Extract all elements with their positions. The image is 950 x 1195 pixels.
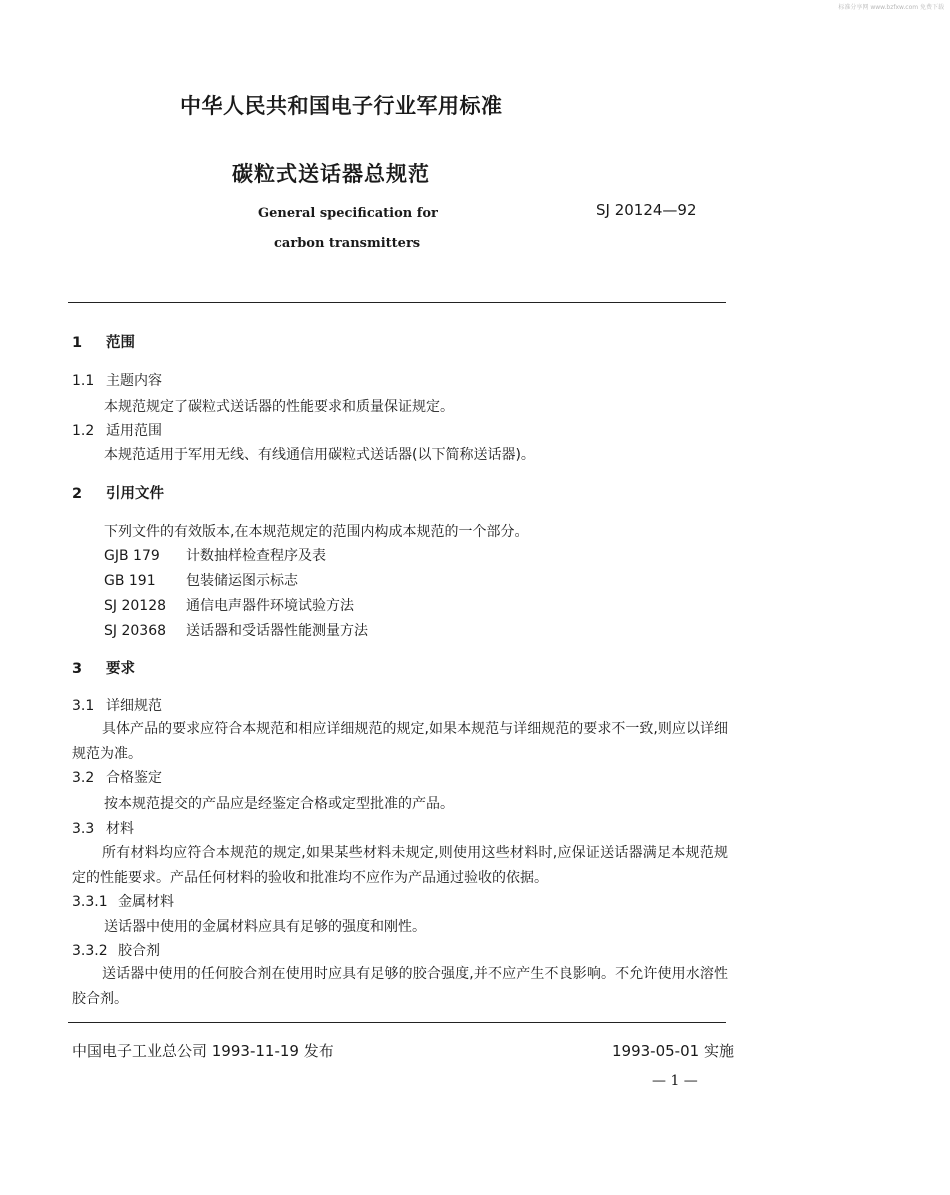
reference-code: SJ 20368 bbox=[104, 623, 167, 639]
section-number: 3.2 bbox=[72, 770, 95, 786]
section-3-3-2-text: 送话器中使用的任何胶合剂在使用时应具有足够的胶合强度,并不应产生不良影响。不允许使用水溶性胶合剂。 bbox=[72, 966, 728, 1007]
standard-code: SJ 20124—92 bbox=[596, 201, 697, 219]
section-number: 3 bbox=[72, 661, 83, 677]
section-3-1-heading bbox=[72, 695, 162, 715]
reference-title: 送话器和受话器性能测量方法 bbox=[186, 623, 368, 639]
issue-info: 中国电子工业总公司 1993-11-19 发布 bbox=[72, 1042, 334, 1060]
section-title: 金属材料 bbox=[118, 894, 174, 910]
reference-title: 包装储运图示标志 bbox=[186, 573, 298, 589]
document-title-cn: 碳粒式送话器总规范 bbox=[232, 162, 430, 186]
section-2-heading bbox=[72, 482, 164, 503]
section-title: 胶合剂 bbox=[118, 943, 160, 959]
watermark-text: 标准分享网 www.bzfxw.com 免费下载 bbox=[838, 4, 944, 11]
header-divider bbox=[68, 302, 726, 303]
effective-date: 1993-05-01 实施 bbox=[612, 1042, 734, 1060]
section-1-heading bbox=[72, 331, 135, 352]
section-3-1-text: 具体产品的要求应符合本规范和相应详细规范的规定,如果本规范与详细规范的要求不一致,则应以详细规范为准。 bbox=[72, 721, 728, 762]
page-number: — 1 — bbox=[652, 1073, 698, 1089]
section-3-3-text: 所有材料均应符合本规范的规定,如果某些材料未规定,则使用这些材料时,应保证送话器满足本规范规定的性能要求。产品任何材料的验收和批准均不应作为产品通过验收的依据。 bbox=[72, 845, 728, 886]
section-number: 3.3.1 bbox=[72, 894, 108, 910]
section-number: 3.1 bbox=[72, 698, 95, 714]
section-3-3-1-heading bbox=[72, 891, 174, 911]
document-title-en-line1: General specification for bbox=[258, 206, 438, 221]
section-1-1-heading bbox=[72, 370, 162, 390]
section-title: 要求 bbox=[106, 661, 135, 677]
section-number: 3.3 bbox=[72, 821, 95, 837]
section-3-3-heading bbox=[72, 818, 134, 838]
document-title-en-line2: carbon transmitters bbox=[274, 236, 421, 251]
section-title: 详细规范 bbox=[106, 698, 162, 714]
section-3-3-2-heading bbox=[72, 940, 160, 960]
section-1-2-text: 本规范适用于军用无线、有线通信用碳粒式送话器(以下简称送话器)。 bbox=[104, 447, 535, 463]
section-2-intro: 下列文件的有效版本,在本规范规定的范围内构成本规范的一个部分。 bbox=[104, 524, 529, 540]
reference-code: GJB 179 bbox=[104, 548, 160, 564]
section-title: 材料 bbox=[106, 821, 134, 837]
section-number: 1 bbox=[72, 335, 83, 351]
reference-code: GB 191 bbox=[104, 573, 156, 589]
section-3-2-text: 按本规范提交的产品应是经鉴定合格或定型批准的产品。 bbox=[104, 796, 454, 812]
reference-title: 通信电声器件环境试验方法 bbox=[186, 598, 354, 614]
section-number: 2 bbox=[72, 486, 83, 502]
section-title: 引用文件 bbox=[106, 486, 164, 502]
section-1-2-heading bbox=[72, 420, 162, 440]
reference-code: SJ 20128 bbox=[104, 598, 167, 614]
section-title: 主题内容 bbox=[106, 373, 162, 389]
footer-divider bbox=[68, 1022, 726, 1023]
section-3-3-1-text: 送话器中使用的金属材料应具有足够的强度和刚性。 bbox=[104, 919, 426, 935]
reference-title: 计数抽样检查程序及表 bbox=[186, 548, 326, 564]
standard-category: 中华人民共和国电子行业军用标准 bbox=[180, 94, 503, 118]
section-1-1-text: 本规范规定了碳粒式送话器的性能要求和质量保证规定。 bbox=[104, 399, 454, 415]
section-title: 范围 bbox=[106, 335, 135, 351]
reference-item bbox=[104, 545, 326, 565]
reference-item bbox=[104, 620, 368, 640]
section-title: 合格鉴定 bbox=[106, 770, 162, 786]
section-3-heading bbox=[72, 657, 135, 678]
section-title: 适用范围 bbox=[106, 423, 162, 439]
reference-item bbox=[104, 570, 298, 590]
section-number: 3.3.2 bbox=[72, 943, 108, 959]
section-number: 1.1 bbox=[72, 373, 95, 389]
section-3-2-heading bbox=[72, 767, 162, 787]
reference-item bbox=[104, 595, 354, 615]
section-number: 1.2 bbox=[72, 423, 95, 439]
